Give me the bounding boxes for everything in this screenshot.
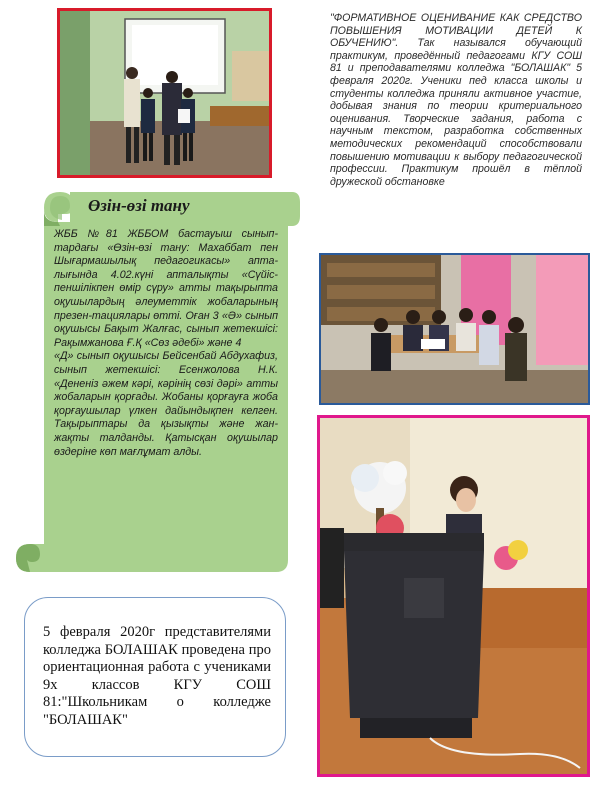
self-knowledge-paragraph-2: «Д» сынып оқушысы Бейсенбай Абдухафиз, сынып жетекшісі: Есенжолова Н.К. «Дененіз әжем кәрі, кәрінің сөзі дәрі» атты жобаларын қорғады. Жобаны қорғауға жоба қорғаушылар үлкен дайындықпен келген. Тақырыптары да қызықты және жан-жақты талданды. Қатысқан оқушылар өздеріне көп мағлұмат алды. bbox=[54, 350, 278, 458]
practicum-article-text: "ФОРМАТИВНОЕ ОЦЕНИВАНИЕ КАК СРЕДСТВО ПОВЫШЕНИЯ МОТИВАЦИИ ДЕТЕЙ К ОБУЧЕНИЮ". Так назывался обучающий практикум, проведённый педагогами КГУ СОШ 81 и преподавателями колледжа "БОЛАШАК" 5 февраля 2020г. Ученики пед класса школы и студенты колледжа приняли активное участие, добывая знания по теории критериального оценивания. Творческие задания, работа с научным текстом, разработка собственных методических рекомендаций способствовали повышению мотивации к выбору педагогической профессии. Практикум прошёл в тёплой дружеской обстановке bbox=[330, 12, 582, 188]
career-guidance-notice bbox=[24, 597, 286, 757]
classroom-group-work-photo bbox=[319, 253, 590, 405]
speaker-at-lectern-photo bbox=[317, 415, 590, 777]
self-knowledge-article bbox=[54, 228, 278, 459]
career-guidance-text: 5 февраля 2020г представителями колледжа БОЛАШАК проведена про ориентационная работа с учениками 9х классов КГУ СОШ 81:"Школьникам о колледже "БОЛАШАК" bbox=[43, 624, 271, 728]
self-knowledge-title: Өзін-өзі тану bbox=[88, 196, 190, 215]
self-knowledge-paragraph-1: ЖББ №81 ЖББОМ бастауыш сынып-тардағы «Өзін-өзі тану: Махаббат пен Шығармашылық педагогикасы» апта-лығында 4.02.күні апталықты «Сүйіс-пеншілікпен өмір сүру» атты тақырыпта оқушылардың әлеуметтік жобаларының презен-тациялары өтті. Оған 3 «Ә» сынып оқушысы Бақыт Жалғас, сынып жетекшісі: Рақымжанова Ғ.Қ «Сөз әдебі» және 4 bbox=[54, 228, 278, 349]
